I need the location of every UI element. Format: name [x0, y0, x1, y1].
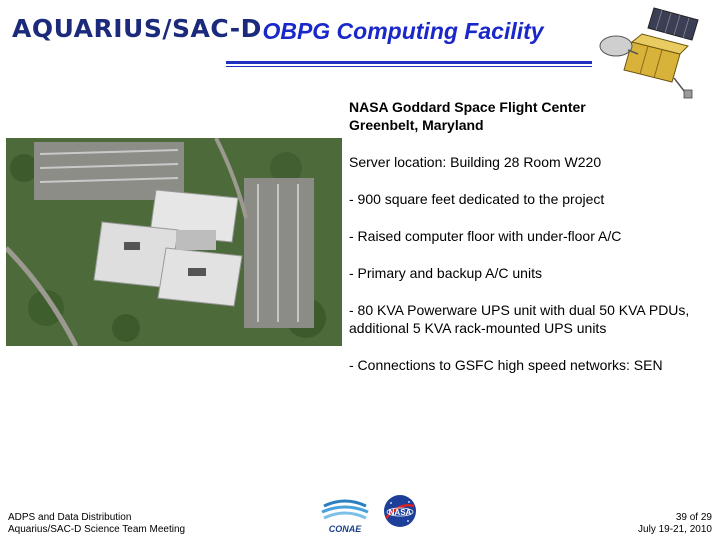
facility-details-list — [349, 153, 717, 393]
bullet-item: - Primary and backup A/C units — [349, 265, 542, 281]
footer-meeting-name: Aquarius/SAC-D Science Team Meeting — [8, 524, 186, 535]
bullet-item: - Raised computer floor with under-floor A/C — [349, 228, 622, 244]
conae-logo-text: CONAE — [328, 524, 362, 534]
satellite-antenna-tip — [684, 90, 692, 98]
footer-section-title: ADPS and Data Distribution — [8, 512, 132, 523]
conae-logo-icon — [318, 496, 372, 536]
nasa-logo-icon — [383, 494, 417, 528]
bullet-item: - 80 KVA Powerware UPS unit with dual 50 KVA PDUs, additional 5 KVA rack-mounted UPS units — [349, 302, 690, 336]
meeting-date: July 19-21, 2010 — [638, 524, 712, 535]
facility-name: NASA Goddard Space Flight Center — [349, 99, 586, 115]
satellite-icon — [592, 4, 716, 100]
server-location-item: Server location: Building 28 Room W220 — [349, 154, 602, 170]
nasa-logo-text: NASA — [388, 508, 412, 517]
logo-slash: / — [162, 14, 172, 43]
satellite-body — [624, 34, 688, 82]
aerial-photo-building-28 — [6, 138, 342, 346]
logo-sacd-text: SAC-D — [171, 14, 262, 43]
title-rule-thick — [226, 61, 592, 64]
aquarius-sacd-logo — [12, 14, 262, 43]
page-number: 39 of 29 — [675, 512, 712, 523]
footer-right — [638, 512, 712, 536]
title-rule-thin — [226, 66, 592, 67]
bullet-item: - 900 square feet dedicated to the project — [349, 191, 605, 207]
page-title: OBPG Computing Facility — [262, 18, 544, 44]
footer-left — [8, 512, 185, 536]
facility-info — [349, 98, 586, 134]
facility-location: Greenbelt, Maryland — [349, 117, 484, 133]
logo-aquarius-text: AQUARIUS — [12, 14, 163, 43]
satellite-solar-panel — [648, 8, 698, 40]
bullet-item: - Connections to GSFC high speed networks: SEN — [349, 357, 663, 373]
